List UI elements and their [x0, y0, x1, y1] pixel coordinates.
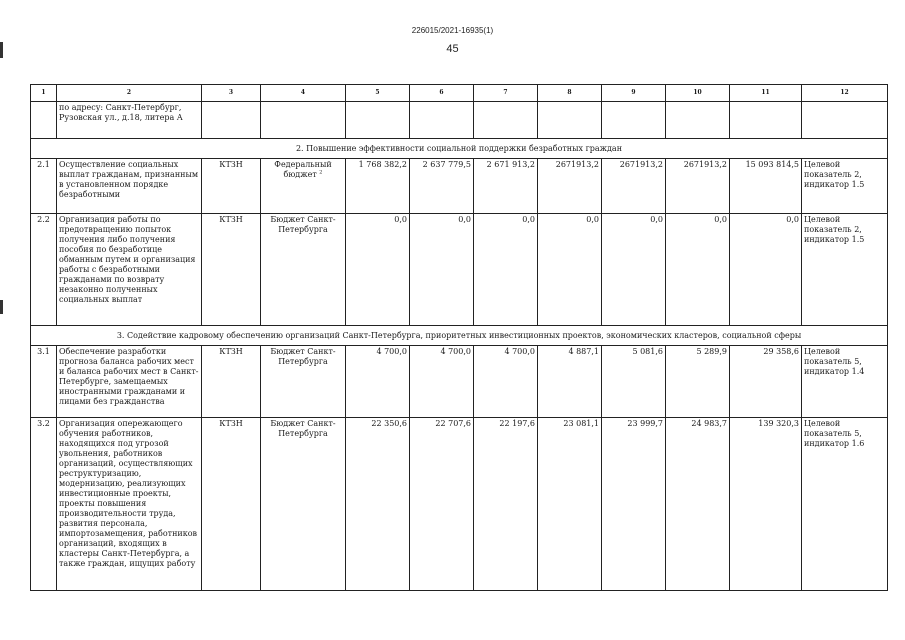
table-cell: [666, 102, 730, 139]
measure-number: 3.2: [31, 418, 57, 591]
table-cell: [410, 102, 474, 139]
funding-value: 22 197,6: [474, 418, 538, 591]
page-number: 45: [446, 43, 459, 55]
table-cell: [538, 102, 602, 139]
document-registration-number: 226015/2021-16935(1): [411, 26, 494, 35]
funding-source: [261, 159, 346, 214]
table-cell: [730, 102, 802, 139]
funding-value: 1 768 382,2: [346, 159, 410, 214]
funding-total: 29 358,6: [730, 346, 802, 418]
column-number: 7: [474, 85, 538, 102]
target-indicator: Целевой показатель 2, индикатор 1.5: [802, 159, 888, 214]
binding-mark: [0, 300, 3, 314]
funding-value: 4 700,0: [346, 346, 410, 418]
funding-value: 2671913,2: [602, 159, 666, 214]
funding-value: 5 081,6: [602, 346, 666, 418]
measure-number: 3.1: [31, 346, 57, 418]
funding-value: 2 637 779,5: [410, 159, 474, 214]
table-cell: [261, 102, 346, 139]
section-heading-row: [31, 326, 888, 346]
table-row: [31, 346, 888, 418]
measure-description: Осуществление социальных выплат гражданам, признанным в установленном порядке безработными: [57, 159, 202, 214]
measure-description: Организация работы по предотвращению попыток получения либо получения пособия по безработице обманным путем и организация работы с безработными гражданами по возврату незаконно полученных социальных выплат: [57, 214, 202, 326]
column-number: 6: [410, 85, 474, 102]
column-number: 5: [346, 85, 410, 102]
column-number: 11: [730, 85, 802, 102]
measure-number: 2.1: [31, 159, 57, 214]
funding-value: 0,0: [410, 214, 474, 326]
table-cell: [474, 102, 538, 139]
table-cell: [202, 102, 261, 139]
measure-description: по адресу: Санкт-Петербург, Рузовская ул., д.18, литера А: [57, 102, 202, 139]
target-indicator: Целевой показатель 2, индикатор 1.5: [802, 214, 888, 326]
program-measures-table: [30, 84, 888, 591]
table-cell: [346, 102, 410, 139]
table-cell: [802, 102, 888, 139]
funding-value: 4 700,0: [410, 346, 474, 418]
section-heading: 3. Содействие кадровому обеспечению организаций Санкт-Петербурга, приоритетных инвестиционных проектов, экономических кластеров, социальной сферы: [31, 326, 888, 346]
funding-value: 22 707,6: [410, 418, 474, 591]
footnote-mark: 2: [319, 169, 323, 176]
executor: КТЗН: [202, 214, 261, 326]
funding-source: Бюджет Санкт-Петербурга: [261, 346, 346, 418]
funding-value: 2671913,2: [666, 159, 730, 214]
funding-value: 24 983,7: [666, 418, 730, 591]
funding-source: Бюджет Санкт-Петербурга: [261, 214, 346, 326]
funding-value: 4 700,0: [474, 346, 538, 418]
target-indicator: Целевой показатель 5, индикатор 1.4: [802, 346, 888, 418]
executor: КТЗН: [202, 418, 261, 591]
column-number: 12: [802, 85, 888, 102]
funding-value: 0,0: [346, 214, 410, 326]
column-number: 3: [202, 85, 261, 102]
funding-value: 5 289,9: [666, 346, 730, 418]
continuation-row: [31, 102, 888, 139]
funding-value: 0,0: [602, 214, 666, 326]
section-heading: 2. Повышение эффективности социальной поддержки безработных граждан: [31, 139, 888, 159]
funding-value: 2 671 913,2: [474, 159, 538, 214]
column-number: 2: [57, 85, 202, 102]
funding-value: 0,0: [666, 214, 730, 326]
funding-total: 15 093 814,5: [730, 159, 802, 214]
measure-description: Обеспечение разработки прогноза баланса рабочих мест и баланса рабочих мест в Санкт-Петербурге, замещаемых иностранными гражданами и лицами без гражданства: [57, 346, 202, 418]
measure-description: Организация опережающего обучения работников, находящихся под угрозой увольнения, работников организаций, осуществляющих реструктуризацию, модернизацию, реализующих инвестиционные проекты, проекты повышения производительности труда, развития персонала, импортозамещения, работников организаций, входящих в кластеры Санкт-Петербурга, а также граждан, ищущих работу: [57, 418, 202, 591]
column-number: 9: [602, 85, 666, 102]
funding-total: 139 320,3: [730, 418, 802, 591]
funding-source-text: Федеральный бюджет: [274, 160, 332, 179]
target-indicator: Целевой показатель 5, индикатор 1.6: [802, 418, 888, 591]
funding-source: Бюджет Санкт-Петербурга: [261, 418, 346, 591]
section-heading-row: [31, 139, 888, 159]
funding-value: 23 999,7: [602, 418, 666, 591]
measure-number: 2.2: [31, 214, 57, 326]
funding-value: 23 081,1: [538, 418, 602, 591]
column-number-header-row: [31, 85, 888, 102]
funding-value: 0,0: [474, 214, 538, 326]
funding-total: 0,0: [730, 214, 802, 326]
table-row: [31, 418, 888, 591]
column-number: 10: [666, 85, 730, 102]
funding-value: 2671913,2: [538, 159, 602, 214]
table-cell: [602, 102, 666, 139]
funding-value: 22 350,6: [346, 418, 410, 591]
column-number: 1: [31, 85, 57, 102]
column-number: 4: [261, 85, 346, 102]
table-row: [31, 214, 888, 326]
funding-value: 0,0: [538, 214, 602, 326]
column-number: 8: [538, 85, 602, 102]
executor: КТЗН: [202, 346, 261, 418]
funding-value: 4 887,1: [538, 346, 602, 418]
table-row: [31, 159, 888, 214]
executor: КТЗН: [202, 159, 261, 214]
table-cell: [31, 102, 57, 139]
